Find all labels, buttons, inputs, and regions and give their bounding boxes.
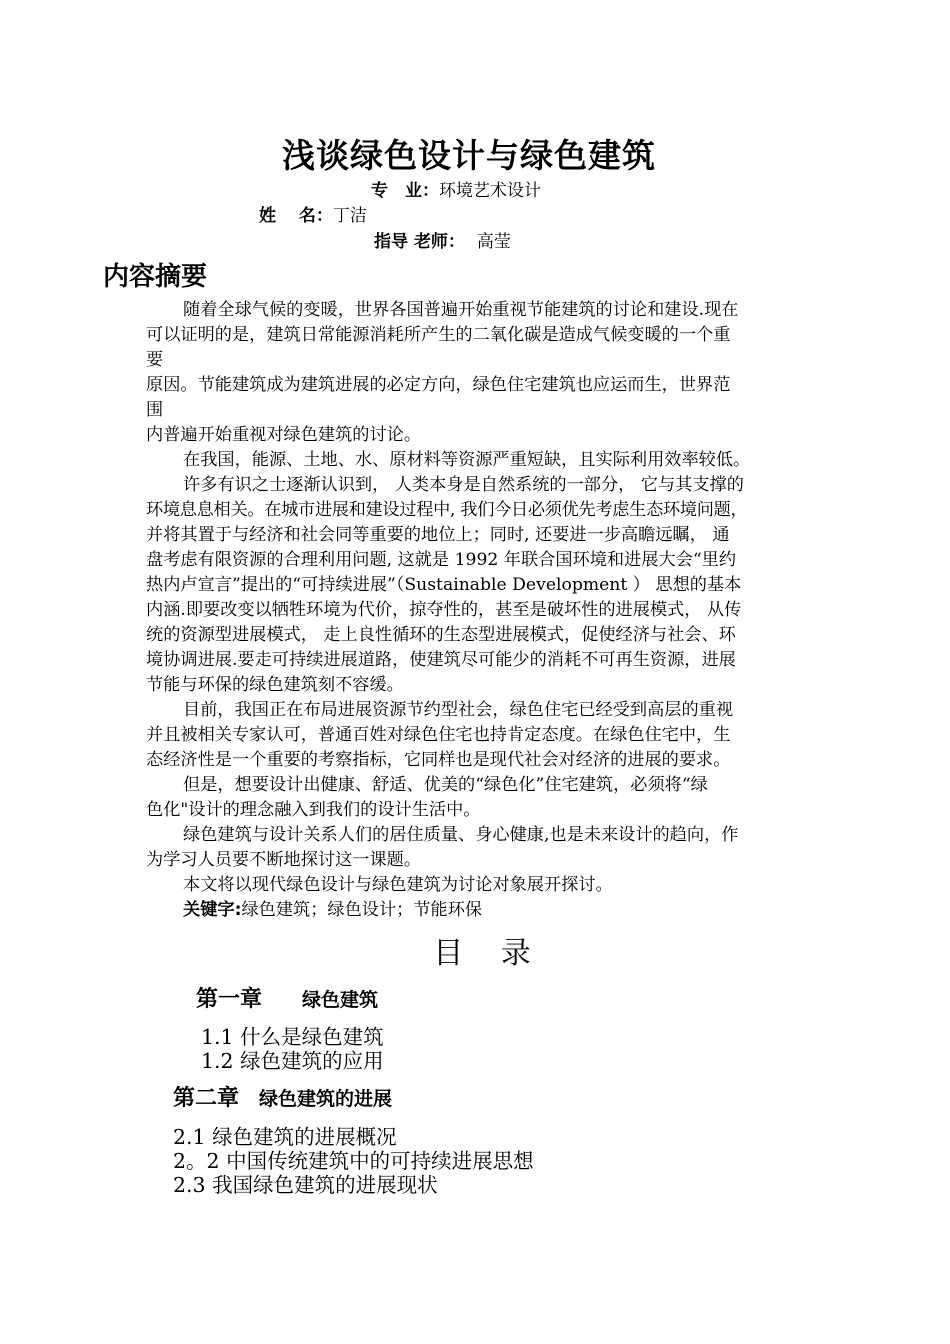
abstract-line: 可以证明的是，建筑日常能源消耗所产生的二氧化碳是造成气候变暖的一个重: [146, 325, 731, 345]
toc-item[interactable]: 2.1 绿色建筑的进展概况: [173, 1125, 397, 1149]
advisor-line: [374, 227, 511, 252]
abstract-line: 并将其置于与经济和社会同等重要的地位上；同时, 还要进一步高瞻远瞩， 通: [146, 525, 730, 545]
major-label: 专 业：: [371, 181, 439, 201]
abstract-heading: 内容摘要: [103, 262, 208, 292]
name-line: [259, 201, 367, 226]
name-label: 姓 名：: [259, 206, 333, 226]
abstract-line: 许多有识之士逐渐认识到， 人类本身是自然系统的一部分， 它与其支撑的: [183, 475, 744, 495]
document-title: 浅谈绿色设计与绿色建筑: [282, 136, 656, 175]
abstract-line: 并且被相关专家认可，普通百姓对绿色住宅也持肯定态度。在绿色住宅中，生: [146, 725, 731, 745]
keywords-line: [183, 898, 482, 923]
abstract-line: 本文将以现代绿色设计与绿色建筑为讨论对象展开探讨。: [183, 875, 613, 895]
abstract-line: 统的资源型进展模式， 走上良性循环的生态型进展模式，促使经济与社会、环: [146, 625, 736, 645]
toc-item[interactable]: 1.2 绿色建筑的应用: [201, 1049, 384, 1073]
major-value: 环境艺术设计: [439, 181, 541, 201]
toc-item[interactable]: 1.1 什么是绿色建筑: [201, 1025, 384, 1049]
abstract-line: 围: [146, 400, 164, 420]
toc-chapter-2[interactable]: [173, 1081, 392, 1112]
abstract-line: 盘考虑有限资源的合理利用问题, 这就是 1992 年联合国环境和进展大会“里约: [146, 550, 737, 570]
abstract-line: 为学习人员要不断地探讨这一课题。: [146, 850, 422, 870]
major-line: [371, 176, 541, 201]
toc-title: 目 录: [433, 936, 545, 971]
toc-item[interactable]: 2.3 我国绿色建筑的进展现状: [173, 1173, 438, 1197]
chapter-title: 绿色建筑的进展: [259, 1088, 393, 1110]
abstract-line: 要: [146, 350, 164, 370]
abstract-line: 热内卢宣言”提出的“可持续进展”（Sustainable Development ） 思想的基本: [146, 575, 742, 595]
name-value: 丁洁: [332, 206, 367, 226]
abstract-line: 绿色建筑与设计关系人们的居住质量、身心健康,也是未来设计的趋向，作: [183, 825, 739, 845]
abstract-line: 目前，我国正在布局进展资源节约型社会，绿色住宅已经受到高层的重视: [183, 700, 734, 720]
advisor-value: 高莹: [476, 232, 511, 252]
keywords-value: 绿色建筑；绿色设计；节能环保: [241, 900, 483, 920]
advisor-label: 指导 老师：: [374, 232, 465, 252]
abstract-line: 在我国，能源、土地、水、原材料等资源严重短缺，且实际利用效率较低。: [183, 450, 751, 470]
abstract-line: 态经济性是一个重要的考察指标，它同样也是现代社会对经济的进展的要求。: [146, 750, 731, 770]
abstract-line: 但是，想要设计出健康、舒适、优美的“绿色化”住宅建筑，必须将“绿: [183, 775, 708, 795]
abstract-line: 色化"设计的理念融入到我们的设计生活中。: [146, 800, 481, 820]
abstract-line: 随着全球气候的变暖，世界各国普遍开始重视节能建筑的讨论和建设.现在: [183, 300, 739, 320]
toc-item[interactable]: 2。2 中国传统建筑中的可持续进展思想: [173, 1149, 534, 1173]
toc-chapter-1[interactable]: [196, 982, 378, 1013]
abstract-line: 境协调进展.要走可持续进展道路，使建筑尽可能少的消耗不可再生资源，进展: [146, 650, 736, 670]
abstract-line: 节能与环保的绿色建筑刻不容缓。: [146, 675, 404, 695]
abstract-line: 环境息息相关。在城市进展和建设过程中, 我们今日必须优先考虑生态环境问题，: [146, 500, 748, 520]
abstract-line: 内普遍开始重视对绿色建筑的讨论。: [146, 425, 422, 445]
abstract-line: 原因。节能建筑成为建筑进展的必定方向，绿色住宅建筑也应运而生，世界范: [146, 375, 731, 395]
chapter-label: 第一章: [196, 987, 263, 1012]
abstract-line: 内涵.即要改变以牺牲环境为代价，掠夺性的，甚至是破坏性的进展模式， 从传: [146, 600, 742, 620]
chapter-title: 绿色建筑: [302, 989, 379, 1011]
keywords-label: 关键字:: [183, 900, 242, 920]
chapter-label: 第二章: [173, 1086, 240, 1111]
